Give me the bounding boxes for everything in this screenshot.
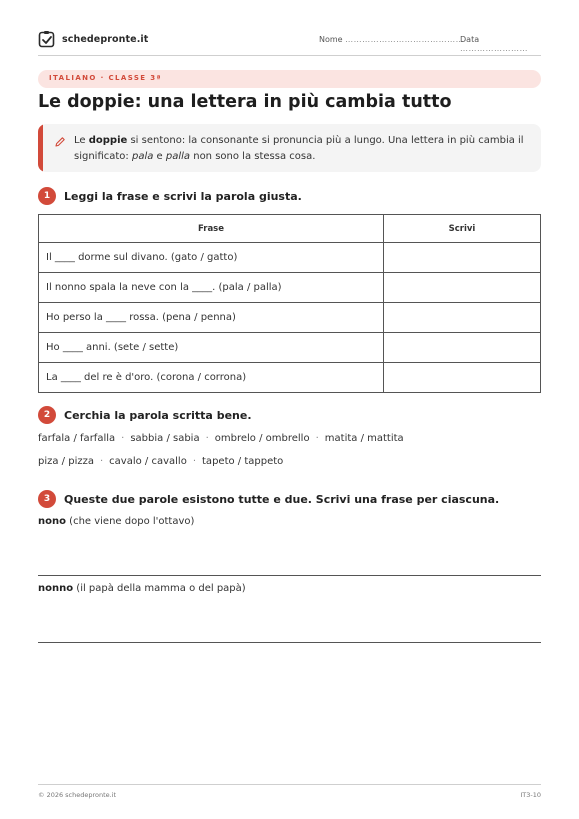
section-title: Leggi la frase e scrivi la parola giusta. — [64, 189, 302, 203]
sentence-cell: La ____ del re è d'oro. (corona / corrona) — [39, 363, 384, 393]
section-title: Cerchia la parola scritta bene. — [64, 408, 252, 422]
section-number: 3 — [38, 490, 56, 508]
answer-cell[interactable] — [384, 363, 541, 393]
sentence-cell: Il nonno spala la neve con la ____. (pala / palla) — [39, 273, 384, 303]
table-row — [39, 303, 541, 333]
answer-cell[interactable] — [384, 333, 541, 363]
sentence-prompt-2 — [38, 583, 246, 594]
column-header-scrivi: Scrivi — [384, 215, 541, 243]
footer-divider — [38, 784, 541, 785]
date-field[interactable] — [460, 35, 541, 53]
section-2-header — [38, 406, 252, 424]
checklist-icon — [38, 30, 56, 48]
section-number: 1 — [38, 187, 56, 205]
table-header-row — [39, 215, 541, 243]
sentence-cell: Ho perso la ____ rossa. (pena / penna) — [39, 303, 384, 333]
word-pair[interactable]: sabbia / sabia — [130, 433, 200, 444]
separator: · — [315, 433, 319, 444]
writing-line[interactable] — [38, 575, 541, 576]
section-3-header — [38, 490, 499, 508]
table-row — [39, 333, 541, 363]
word-pair[interactable]: matita / mattita — [324, 433, 404, 444]
answer-cell[interactable] — [384, 273, 541, 303]
separator: · — [121, 433, 125, 444]
page-header — [38, 28, 541, 56]
sentence-cell: Il ____ dorme sul divano. (gato / gatto) — [39, 243, 384, 273]
word-pairs-row-1 — [38, 433, 404, 444]
info-accent-bar — [38, 124, 43, 172]
writing-line[interactable] — [38, 642, 541, 643]
prompt-word: nono — [38, 516, 66, 527]
separator: · — [99, 456, 104, 467]
subject-badge — [38, 70, 541, 88]
date-label: Data — [460, 35, 480, 44]
sentence-prompt-1 — [38, 516, 194, 527]
footer-code: IT3-10 — [520, 791, 541, 799]
section-1-header — [38, 187, 302, 205]
date-dots: …………………… — [460, 44, 528, 53]
word-pair[interactable]: cavalo / cavallo — [109, 456, 187, 467]
answer-cell[interactable] — [384, 303, 541, 333]
answer-cell[interactable] — [384, 243, 541, 273]
prompt-word: nonno — [38, 583, 74, 594]
name-label: Nome — [319, 35, 343, 44]
word-pair[interactable]: ombrelo / ombrello — [214, 433, 310, 444]
pencil-icon — [54, 136, 66, 148]
name-dots: …………………………………… — [345, 35, 465, 44]
separator: · — [192, 456, 197, 467]
table-row — [39, 273, 541, 303]
word-pair[interactable]: tapeto / tappeto — [202, 456, 284, 467]
logo — [38, 30, 148, 48]
word-pair[interactable]: piza / pizza — [38, 456, 94, 467]
subject-badge-label: ITALIANO · CLASSE 3ª — [49, 74, 162, 82]
page-title: Le doppie: una lettera in più cambia tutto — [38, 92, 452, 112]
prompt-hint: (che viene dopo l'ottavo) — [65, 516, 195, 527]
info-text: Le doppie si sentono: la consonante si pronuncia più a lungo. Una lettera in più cambia il significato: pala e palla non sono la stessa cosa. — [74, 135, 524, 162]
info-box — [38, 124, 541, 172]
sentence-cell: Ho ____ anni. (sete / sette) — [39, 333, 384, 363]
footer-copyright: © 2026 schedepronte.it — [38, 791, 117, 799]
table-row — [39, 363, 541, 393]
separator: · — [205, 433, 209, 444]
word-pair[interactable]: farfala / farfalla — [38, 433, 116, 444]
table-row — [39, 243, 541, 273]
section-number: 2 — [38, 406, 56, 424]
exercise-table — [38, 214, 541, 393]
word-pairs-row-2 — [38, 456, 283, 467]
section-title: Queste due parole esistono tutte e due. Scrivi una frase per ciascuna. — [64, 492, 500, 506]
prompt-hint: (il papà della mamma o del papà) — [73, 583, 246, 594]
name-field[interactable] — [319, 35, 464, 44]
column-header-frase: Frase — [39, 215, 384, 243]
logo-text: schedepronte.it — [62, 33, 149, 45]
